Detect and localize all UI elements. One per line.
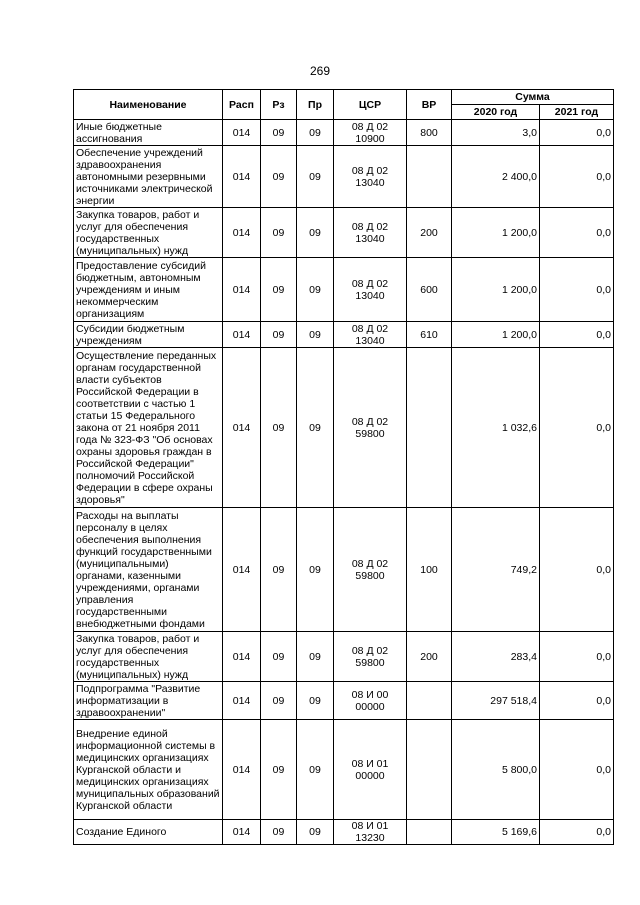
row-2021: 0,0 bbox=[540, 682, 614, 720]
row-vr: 600 bbox=[407, 258, 452, 322]
row-rasp: 014 bbox=[223, 508, 261, 632]
row-vr: 100 bbox=[407, 508, 452, 632]
row-pr: 09 bbox=[297, 820, 334, 845]
header-pr: Пр bbox=[297, 90, 334, 120]
row-pr: 09 bbox=[297, 208, 334, 258]
row-vr bbox=[407, 348, 452, 508]
row-name: Закупка товаров, работ и услуг для обеспечения государственных (муниципальных) нужд bbox=[74, 208, 223, 258]
row-name: Закупка товаров, работ и услуг для обеспечения государственных (муниципальных) нужд bbox=[74, 632, 223, 682]
table-row bbox=[74, 146, 614, 208]
row-vr: 200 bbox=[407, 208, 452, 258]
header-2020: 2020 год bbox=[452, 105, 540, 120]
row-vr: 800 bbox=[407, 120, 452, 146]
header-csr: ЦСР bbox=[334, 90, 407, 120]
row-rz: 09 bbox=[261, 508, 297, 632]
table-row bbox=[74, 120, 614, 146]
row-rasp: 014 bbox=[223, 682, 261, 720]
row-rasp: 014 bbox=[223, 258, 261, 322]
table-row bbox=[74, 720, 614, 820]
row-name: Расходы на выплаты персоналу в целях обеспечения выполнения функций государственными (муниципальными) органами, казенными учреждениями, органами управления государственными внебюджетными фондами bbox=[74, 508, 223, 632]
header-sum: Сумма bbox=[452, 90, 614, 105]
row-csr: 08 Д 02 10900 bbox=[334, 120, 407, 146]
row-rasp: 014 bbox=[223, 322, 261, 348]
row-vr bbox=[407, 682, 452, 720]
row-csr: 08 Д 02 59800 bbox=[334, 348, 407, 508]
row-csr: 08 Д 02 59800 bbox=[334, 508, 407, 632]
row-csr: 08 Д 02 13040 bbox=[334, 208, 407, 258]
row-rasp: 014 bbox=[223, 720, 261, 820]
table-row bbox=[74, 348, 614, 508]
row-csr: 08 Д 02 13040 bbox=[334, 146, 407, 208]
row-name: Обеспечение учреждений здравоохранения автономными резервными источниками электрической энергии bbox=[74, 146, 223, 208]
row-pr: 09 bbox=[297, 508, 334, 632]
header-vr: ВР bbox=[407, 90, 452, 120]
row-pr: 09 bbox=[297, 348, 334, 508]
row-2020: 283,4 bbox=[452, 632, 540, 682]
header-rasp: Расп bbox=[223, 90, 261, 120]
row-vr bbox=[407, 720, 452, 820]
row-name: Иные бюджетные ассигнования bbox=[74, 120, 223, 146]
row-pr: 09 bbox=[297, 258, 334, 322]
row-rasp: 014 bbox=[223, 120, 261, 146]
row-pr: 09 bbox=[297, 146, 334, 208]
row-2021: 0,0 bbox=[540, 322, 614, 348]
row-csr: 08 Д 02 59800 bbox=[334, 632, 407, 682]
row-rz: 09 bbox=[261, 682, 297, 720]
row-2020: 5 169,6 bbox=[452, 820, 540, 845]
row-pr: 09 bbox=[297, 682, 334, 720]
row-2020: 5 800,0 bbox=[452, 720, 540, 820]
row-rz: 09 bbox=[261, 322, 297, 348]
table-row bbox=[74, 682, 614, 720]
budget-table bbox=[73, 89, 614, 845]
row-name: Создание Единого bbox=[74, 820, 223, 845]
row-rz: 09 bbox=[261, 146, 297, 208]
row-rasp: 014 bbox=[223, 632, 261, 682]
row-2020: 1 200,0 bbox=[452, 208, 540, 258]
row-2020: 1 200,0 bbox=[452, 322, 540, 348]
row-2020: 749,2 bbox=[452, 508, 540, 632]
row-rz: 09 bbox=[261, 348, 297, 508]
row-rz: 09 bbox=[261, 208, 297, 258]
row-pr: 09 bbox=[297, 632, 334, 682]
page-number: 269 bbox=[309, 64, 331, 78]
row-rz: 09 bbox=[261, 258, 297, 322]
row-rz: 09 bbox=[261, 720, 297, 820]
row-vr bbox=[407, 146, 452, 208]
header-rz: Рз bbox=[261, 90, 297, 120]
row-2021: 0,0 bbox=[540, 820, 614, 845]
header-name: Наименование bbox=[74, 90, 223, 120]
row-vr: 610 bbox=[407, 322, 452, 348]
table-row bbox=[74, 508, 614, 632]
row-name: Внедрение единой информационной системы в медицинских организациях Курганской области и медицинских организациях муниципальных образований Курганской области bbox=[74, 720, 223, 820]
row-2020: 1 200,0 bbox=[452, 258, 540, 322]
row-2021: 0,0 bbox=[540, 120, 614, 146]
row-name: Подпрограмма "Развитие информатизации в здравоохранении" bbox=[74, 682, 223, 720]
row-csr: 08 Д 02 13040 bbox=[334, 322, 407, 348]
row-pr: 09 bbox=[297, 322, 334, 348]
row-vr: 200 bbox=[407, 632, 452, 682]
row-name: Предоставление субсидий бюджетным, автономным учреждениям и иным некоммерческим организациям bbox=[74, 258, 223, 322]
row-2021: 0,0 bbox=[540, 258, 614, 322]
row-2020: 297 518,4 bbox=[452, 682, 540, 720]
row-name: Осуществление переданных органам государственной власти субъектов Российской Федерации в соответствии с частью 1 статьи 15 Федерального закона от 21 ноября 2011 года № 323-ФЗ "Об основах охраны здоровья граждан в Российской Федерации" полномочий Российской Федерации в сфере охраны здоровья" bbox=[74, 348, 223, 508]
row-rz: 09 bbox=[261, 632, 297, 682]
row-2021: 0,0 bbox=[540, 146, 614, 208]
row-name: Субсидии бюджетным учреждениям bbox=[74, 322, 223, 348]
row-rasp: 014 bbox=[223, 820, 261, 845]
row-csr: 08 Д 02 13040 bbox=[334, 258, 407, 322]
row-2021: 0,0 bbox=[540, 348, 614, 508]
row-2020: 3,0 bbox=[452, 120, 540, 146]
row-2021: 0,0 bbox=[540, 508, 614, 632]
table-row bbox=[74, 820, 614, 845]
row-rz: 09 bbox=[261, 820, 297, 845]
row-2021: 0,0 bbox=[540, 208, 614, 258]
row-csr: 08 И 01 13230 bbox=[334, 820, 407, 845]
table-row bbox=[74, 208, 614, 258]
header-2021: 2021 год bbox=[540, 105, 614, 120]
row-2020: 1 032,6 bbox=[452, 348, 540, 508]
row-csr: 08 И 01 00000 bbox=[334, 720, 407, 820]
row-2021: 0,0 bbox=[540, 632, 614, 682]
row-pr: 09 bbox=[297, 720, 334, 820]
row-pr: 09 bbox=[297, 120, 334, 146]
row-2021: 0,0 bbox=[540, 720, 614, 820]
row-rz: 09 bbox=[261, 120, 297, 146]
table-row bbox=[74, 632, 614, 682]
row-rasp: 014 bbox=[223, 208, 261, 258]
row-rasp: 014 bbox=[223, 348, 261, 508]
row-csr: 08 И 00 00000 bbox=[334, 682, 407, 720]
table-row bbox=[74, 258, 614, 322]
row-vr bbox=[407, 820, 452, 845]
row-2020: 2 400,0 bbox=[452, 146, 540, 208]
table-row bbox=[74, 322, 614, 348]
row-rasp: 014 bbox=[223, 146, 261, 208]
